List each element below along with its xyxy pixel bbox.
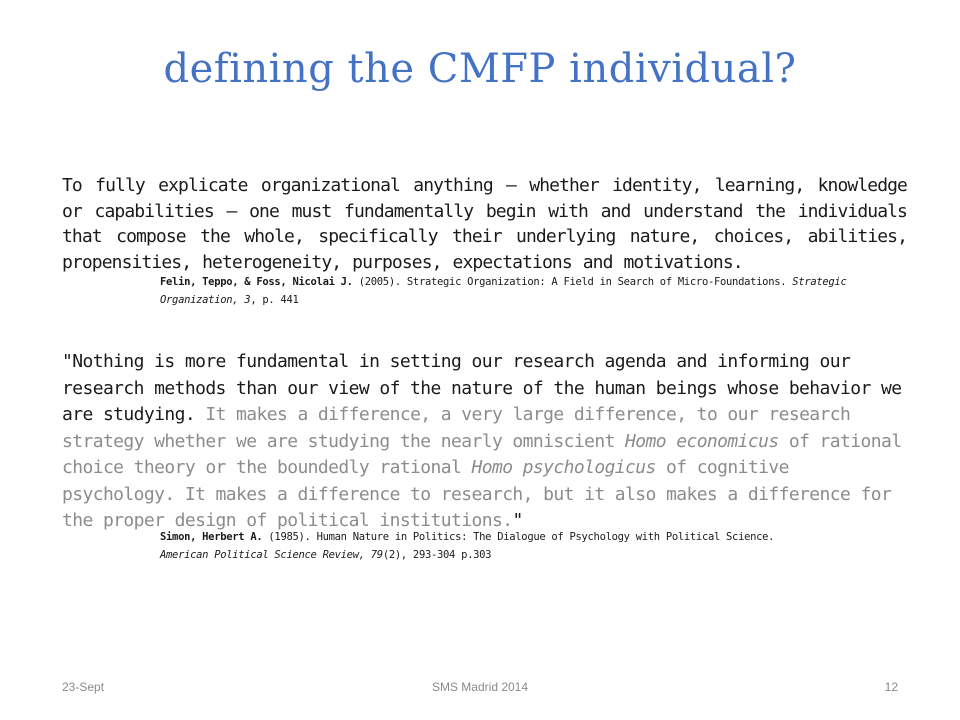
footer-event: SMS Madrid 2014 — [431, 680, 529, 694]
citation-title: (2005). Strategic Organization: A Field in Search of Micro-Foundations. — [352, 276, 793, 288]
citation-pages: , p. 441 — [250, 294, 299, 306]
slide-title: defining the CMFP individual? — [163, 46, 797, 92]
quote-simon-closing: " — [512, 510, 523, 531]
citation-felin-foss — [160, 273, 905, 309]
citation-journal: American Political Science Review, 79 — [160, 549, 383, 561]
quote-simon-homo-economicus: Homo economicus — [625, 430, 779, 452]
citation-pages: (2), 293-304 p.303 — [382, 549, 492, 561]
citation-simon — [160, 528, 905, 564]
quote-simon — [62, 349, 902, 535]
quote-simon-grey-1: It makes a difference, a very large difference, to our research strategy whether we are studying the nearly omniscient — [62, 404, 851, 452]
footer-date: 23-Sept — [62, 680, 105, 694]
footer-page-number: 12 — [884, 680, 898, 694]
quote-simon-grey-3: of cognitive psychology. It makes a difference to research, but it also makes a difference for the proper design of political institutions. — [62, 457, 892, 531]
quote-simon-grey-2: of rational choice theory or the boundedly rational — [62, 430, 902, 478]
citation-journal: Strategic Organization, 3 — [160, 276, 847, 306]
quote-felin-foss: To fully explicate organizational anything – whether identity, learning, knowledge or capabilities – one must fundamentally begin with and understand the individuals that compose the whole, specifically their underlying nature, choices, abilities, propensities, heterogeneity, purposes, expectations and motivations. — [62, 175, 907, 273]
quote-simon-homo-psychologicus: Homo psychologicus — [471, 457, 656, 478]
citation-title: (1985). Human Nature in Politics: The Dialogue of Psychology with Political Science. — [262, 531, 775, 543]
citation-authors: Felin, Teppo, & Foss, Nicolai J. — [160, 276, 353, 288]
citation-authors: Simon, Herbert A. — [160, 531, 263, 543]
quote-simon-dark: "Nothing is more fundamental in setting our research agenda and informing our research methods than our view of the nature of the human beings whose behavior we are studying. — [62, 351, 902, 425]
